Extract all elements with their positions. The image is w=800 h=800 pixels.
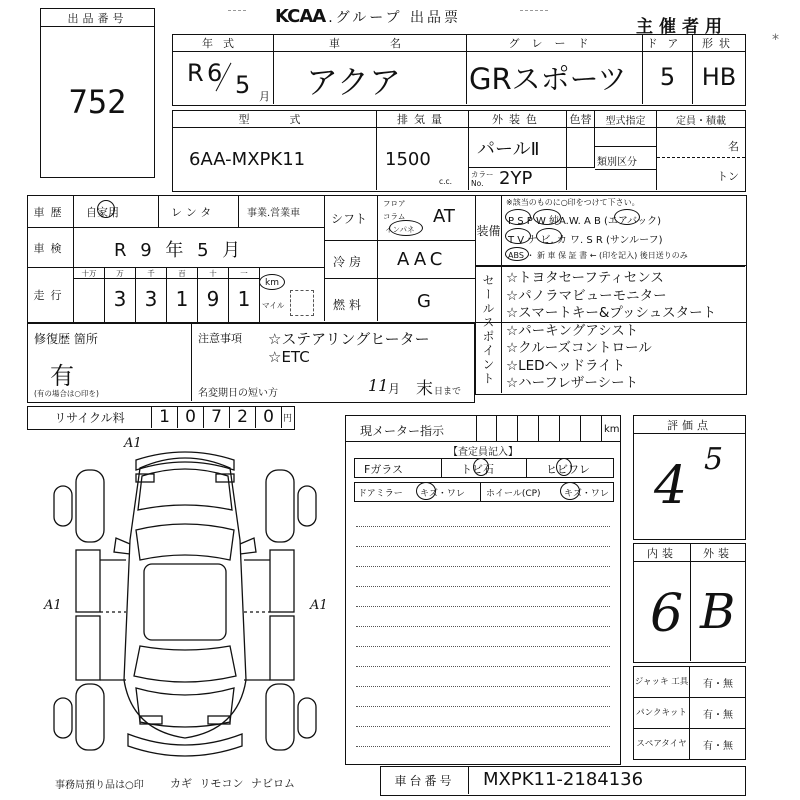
wheel-circle [560, 482, 580, 500]
notes-line [356, 666, 610, 667]
mileage-unit-circle [259, 274, 285, 290]
sales-point-item: ☆パノラマビューモニター [506, 287, 667, 304]
equipment-line-2: T V ナ ビ. カ ワ. S R (サンルーフ) [508, 235, 663, 246]
mileage-digit-unit: 十 [198, 268, 228, 279]
f-glass-circle-2 [556, 458, 572, 476]
capacity-label: 定員・積載 [657, 111, 745, 128]
door-cell [643, 35, 693, 104]
mileage-digit-value: 1 [237, 287, 251, 311]
f-glass-value-2: ヒビワレ [546, 463, 590, 476]
mileage-digit-value: 3 [113, 287, 127, 311]
notes-line [356, 586, 610, 587]
recycle-box [27, 406, 295, 430]
repaint-cell [567, 111, 595, 168]
fuel-label: 燃料 [333, 298, 366, 312]
car-windshield [136, 524, 234, 560]
inspector-label: 【査定員記入】 [448, 446, 518, 458]
notes-line [356, 646, 610, 647]
notes-label: 注意事項 [198, 332, 242, 345]
name-value: アクア [306, 63, 402, 101]
shift-floor: フロア [383, 199, 406, 208]
capacity-unit-persons: 名 [728, 140, 739, 153]
capacity-cell [657, 111, 745, 190]
equipment-note: ※該当のものに○印をつけて下さい。 [506, 198, 640, 207]
mileage-digit-cell [105, 268, 136, 322]
recycle-digit: 1 [152, 407, 178, 428]
accessory-label: ジャッキ 工具 [634, 667, 690, 697]
recycle-digit: 2 [230, 407, 256, 428]
category-label: 類別区分 [597, 157, 637, 168]
type-spec-cell [595, 111, 657, 190]
history-selected-circle [97, 200, 115, 218]
recycle-digit: 0 [256, 407, 282, 428]
mileage-digit-cell [167, 268, 198, 322]
mileage-digit-cell [74, 268, 105, 322]
car-diagram [40, 440, 330, 770]
mirror-circle [416, 482, 436, 500]
kcaa-logo: KCAA [275, 6, 326, 27]
sub-score-box [633, 543, 746, 663]
equipment-line-3: ABS ・ 新 車 保 証 書 ← (印を記入) 後日送りのみ [508, 251, 688, 260]
f-glass-value: トビ石 [461, 463, 494, 476]
interior-label: 内装 [647, 547, 677, 560]
notes-line [356, 686, 610, 687]
mileage-row [28, 268, 324, 324]
vehicle-row-2 [172, 110, 746, 192]
car-trunk [136, 688, 234, 727]
shift-instrument-panel: インパネ [385, 225, 415, 234]
shift-column: コラム [383, 212, 406, 221]
accessories-box [633, 666, 746, 760]
mileage-digit-value [74, 279, 104, 287]
accessory-row [634, 729, 745, 760]
ps-circle [505, 209, 531, 225]
score-overall-main: 4 [654, 456, 688, 516]
lot-number-value: 752 [68, 83, 127, 121]
chassis-box [380, 766, 746, 796]
history-option-private: 自家用 [86, 206, 119, 219]
vehicle-row-1 [172, 34, 746, 106]
history-option-business: 事業.営業車 [247, 208, 301, 219]
left-rear-wheel [54, 698, 72, 738]
right-rear-fender [266, 684, 294, 750]
sales-point-item: ☆クルーズコントロール [506, 340, 652, 356]
exterior-color-label: 外装色 [469, 111, 566, 128]
deadline-day: 末 [416, 379, 433, 399]
door-value: 5 [659, 63, 676, 91]
car-roof [144, 564, 226, 640]
mileage-digit-value: 3 [144, 287, 158, 311]
sales-point-item: ☆LEDヘッドライト [506, 357, 626, 374]
equipment-label: 装備 [476, 196, 502, 266]
form-title-text: .グループ 出品票 [328, 10, 461, 26]
recycle-digit: 7 [204, 407, 230, 428]
left-mirror [114, 538, 130, 554]
interior-score: 6 [650, 584, 684, 644]
mileage-digit-unit: 百 [167, 268, 197, 279]
wheel-value: キズ・ワレ [564, 489, 609, 499]
grade-value: GRスポーツ [469, 62, 627, 96]
score-label: 評価点 [634, 416, 745, 434]
exterior-label: 外装 [703, 547, 733, 560]
score-overall-sup: 5 [704, 442, 724, 477]
mileage-digit-unit: 一 [229, 268, 259, 279]
inspection-row [28, 228, 324, 268]
notes-line [356, 526, 610, 527]
capacity-unit-tons: トン [717, 170, 739, 183]
recycle-unit: 円 [283, 414, 293, 424]
year-era: R [187, 59, 204, 87]
displacement-unit: c.c. [439, 177, 453, 186]
shape-label: 形状 [693, 35, 745, 52]
accessory-row [634, 698, 745, 729]
corner-mark [228, 10, 246, 22]
abs-circle [505, 247, 529, 261]
notes-line [356, 626, 610, 627]
mileage-digit-unit: 千 [136, 268, 166, 279]
accessory-label: スペアタイヤ [634, 729, 690, 760]
mileage-label: 走行 [28, 268, 74, 322]
sales-points-box [475, 265, 747, 395]
sponsor-label: 主催者用 [636, 17, 728, 37]
displacement-value: 1500 [385, 149, 431, 170]
notes-line [356, 546, 610, 547]
ac-value: AAC [397, 249, 447, 270]
shift-selected-circle [389, 220, 423, 236]
history-row [28, 196, 324, 228]
mileage-digit-value: 1 [175, 287, 189, 311]
fuel-value: G [417, 291, 431, 312]
deadline-month: 11 [368, 376, 389, 395]
sales-point-item: ☆トヨタセーフティセンス [506, 270, 664, 286]
sales-points-list [506, 270, 744, 393]
inspection-label: 車検 [28, 228, 74, 267]
navi-circle [536, 228, 562, 244]
tv-circle [505, 228, 531, 244]
left-front-door [76, 550, 100, 612]
mileage-digit-cell [198, 268, 229, 322]
color-number-label: カラー [471, 170, 494, 179]
name-cell [274, 35, 467, 104]
grade-cell [467, 35, 643, 104]
lot-number-box [40, 8, 155, 178]
drivetrain-cell [325, 196, 475, 321]
sales-point-item: ☆スマートキー&プッシュスタート [506, 305, 717, 321]
type-spec-label: 型式指定 [595, 111, 656, 128]
notes-item-2: ☆ETC [268, 348, 310, 366]
mileage-unit: km [265, 278, 279, 288]
year-label: 年式 [173, 35, 273, 52]
repair-notes-block [27, 323, 475, 403]
right-rear-wheel [298, 698, 316, 738]
mile-checkbox [290, 290, 314, 316]
car-body-outline [124, 458, 246, 738]
right-front-fender [266, 470, 294, 542]
mileage-digit-cell [229, 268, 260, 322]
deadline-month-unit: 月 [388, 382, 401, 396]
mirror-label: ドアミラー [358, 489, 403, 499]
ab-circle [614, 209, 640, 225]
notes-cell [192, 324, 476, 401]
accessory-value: 有・無 [703, 709, 733, 721]
color-number-value: 2YP [499, 168, 533, 189]
model-cell [173, 111, 377, 190]
mileage-digit-cell [136, 268, 167, 322]
form-title [275, 6, 461, 27]
color-number-label-2: No. [471, 179, 484, 188]
year-cell [173, 35, 274, 104]
repair-note: (有の場合は○印を) [34, 389, 99, 398]
deadline-day-unit: 日まで [434, 387, 462, 397]
accessory-value: 有・無 [703, 741, 733, 752]
notes-item-1: ☆ステアリングヒーター [268, 330, 430, 348]
deadline-label: 名変期日の短い方 [198, 388, 278, 399]
recycle-label: リサイクル料 [28, 407, 152, 428]
shift-label: シフト [331, 212, 368, 226]
inspection-notes-area [346, 506, 620, 761]
repaint-label: 色替 [567, 111, 594, 128]
pw-circle [533, 209, 561, 225]
history-label: 車歴 [28, 196, 74, 227]
chassis-value: MXPK11-2184136 [483, 769, 644, 790]
sales-point-item: ☆パーキングアシスト [506, 322, 639, 339]
model-label: 型式 [173, 111, 376, 128]
recycle-digit: 0 [178, 407, 204, 428]
notes-line [356, 746, 610, 747]
mileage-digit-unit: 万 [105, 268, 135, 279]
footer-items: カギ リモコン ナビロム [170, 777, 295, 790]
mileage-digit-unit: 十万 [74, 268, 104, 279]
chassis-label: 車台番号 [381, 767, 469, 794]
year-value: 6 [207, 59, 223, 87]
mileage-digit-value: 9 [206, 287, 220, 311]
inspection-value: R 9 年 5 月 [114, 240, 241, 261]
wheel-label: ホイール(CP) [486, 489, 541, 499]
notes-line [356, 726, 610, 727]
f-glass-circle [473, 458, 489, 476]
color-number-cell [469, 167, 595, 190]
right-front-wheel [298, 486, 316, 526]
footer-note: 事務局預り品は○印 [55, 780, 144, 791]
exterior-color-value: パールⅡ [477, 139, 540, 160]
shape-value: HB [701, 63, 737, 91]
notes-line [356, 706, 610, 707]
rear-bumper [128, 734, 242, 756]
left-rear-fender [76, 684, 104, 750]
damage-mark-left: A1 [44, 598, 62, 613]
margin-mark: * [772, 32, 779, 48]
right-mirror [240, 538, 256, 554]
meter-label: 現メーター指示 [360, 424, 445, 438]
right-front-door [270, 550, 294, 612]
damage-mark-right: A1 [310, 598, 328, 613]
score-box [633, 415, 746, 540]
front-bumper [136, 452, 234, 470]
equipment-line-1: P S P W 純A.W. A B (エアバック) [508, 216, 662, 227]
shift-value: AT [433, 206, 455, 227]
mile-label: マイル [262, 301, 285, 310]
history-option-rental: レンタ [171, 206, 216, 219]
accessory-label: パンクキット [634, 698, 690, 728]
month-value: 5 [235, 71, 251, 99]
repair-value: 有 [50, 362, 74, 390]
inspection-box [345, 415, 621, 765]
right-rear-door [270, 616, 294, 680]
month-unit: 月 [259, 90, 270, 103]
accessory-value: 有・無 [703, 678, 733, 690]
corner-mark [520, 10, 548, 22]
left-front-wheel [54, 486, 72, 526]
grade-label: グレード [467, 35, 642, 52]
left-rear-door [76, 616, 100, 680]
car-rear-window [134, 646, 236, 682]
notes-line [356, 606, 610, 607]
model-value: 6AA-MXPK11 [189, 149, 306, 170]
sales-points-label: セールスポイント [476, 266, 502, 393]
name-label: 車名 [274, 35, 466, 52]
mileage-digits [74, 268, 260, 322]
recycle-digits [152, 407, 282, 428]
f-glass-label: Fガラス [364, 463, 403, 476]
repair-cell [28, 324, 192, 401]
left-front-fender [76, 470, 104, 542]
car-hood [138, 469, 232, 510]
displacement-cell [377, 111, 469, 190]
damage-mark-front: A1 [124, 436, 142, 451]
notes-line [356, 566, 610, 567]
sales-point-item: ☆ハーフレザーシート [506, 375, 639, 391]
displacement-label: 排気量 [377, 111, 468, 128]
equipment-cell [476, 196, 745, 266]
repair-label: 修復歴 箇所 [34, 332, 98, 346]
meter-unit: km [604, 424, 620, 435]
ac-label: 冷房 [333, 255, 366, 269]
exterior-score: B [700, 584, 736, 640]
mirror-value: キズ・ワレ [420, 489, 465, 499]
lot-number-label: 出品番号 [41, 9, 154, 27]
accessory-row [634, 667, 745, 698]
shape-cell [693, 35, 745, 104]
door-label: ドア [643, 35, 692, 52]
